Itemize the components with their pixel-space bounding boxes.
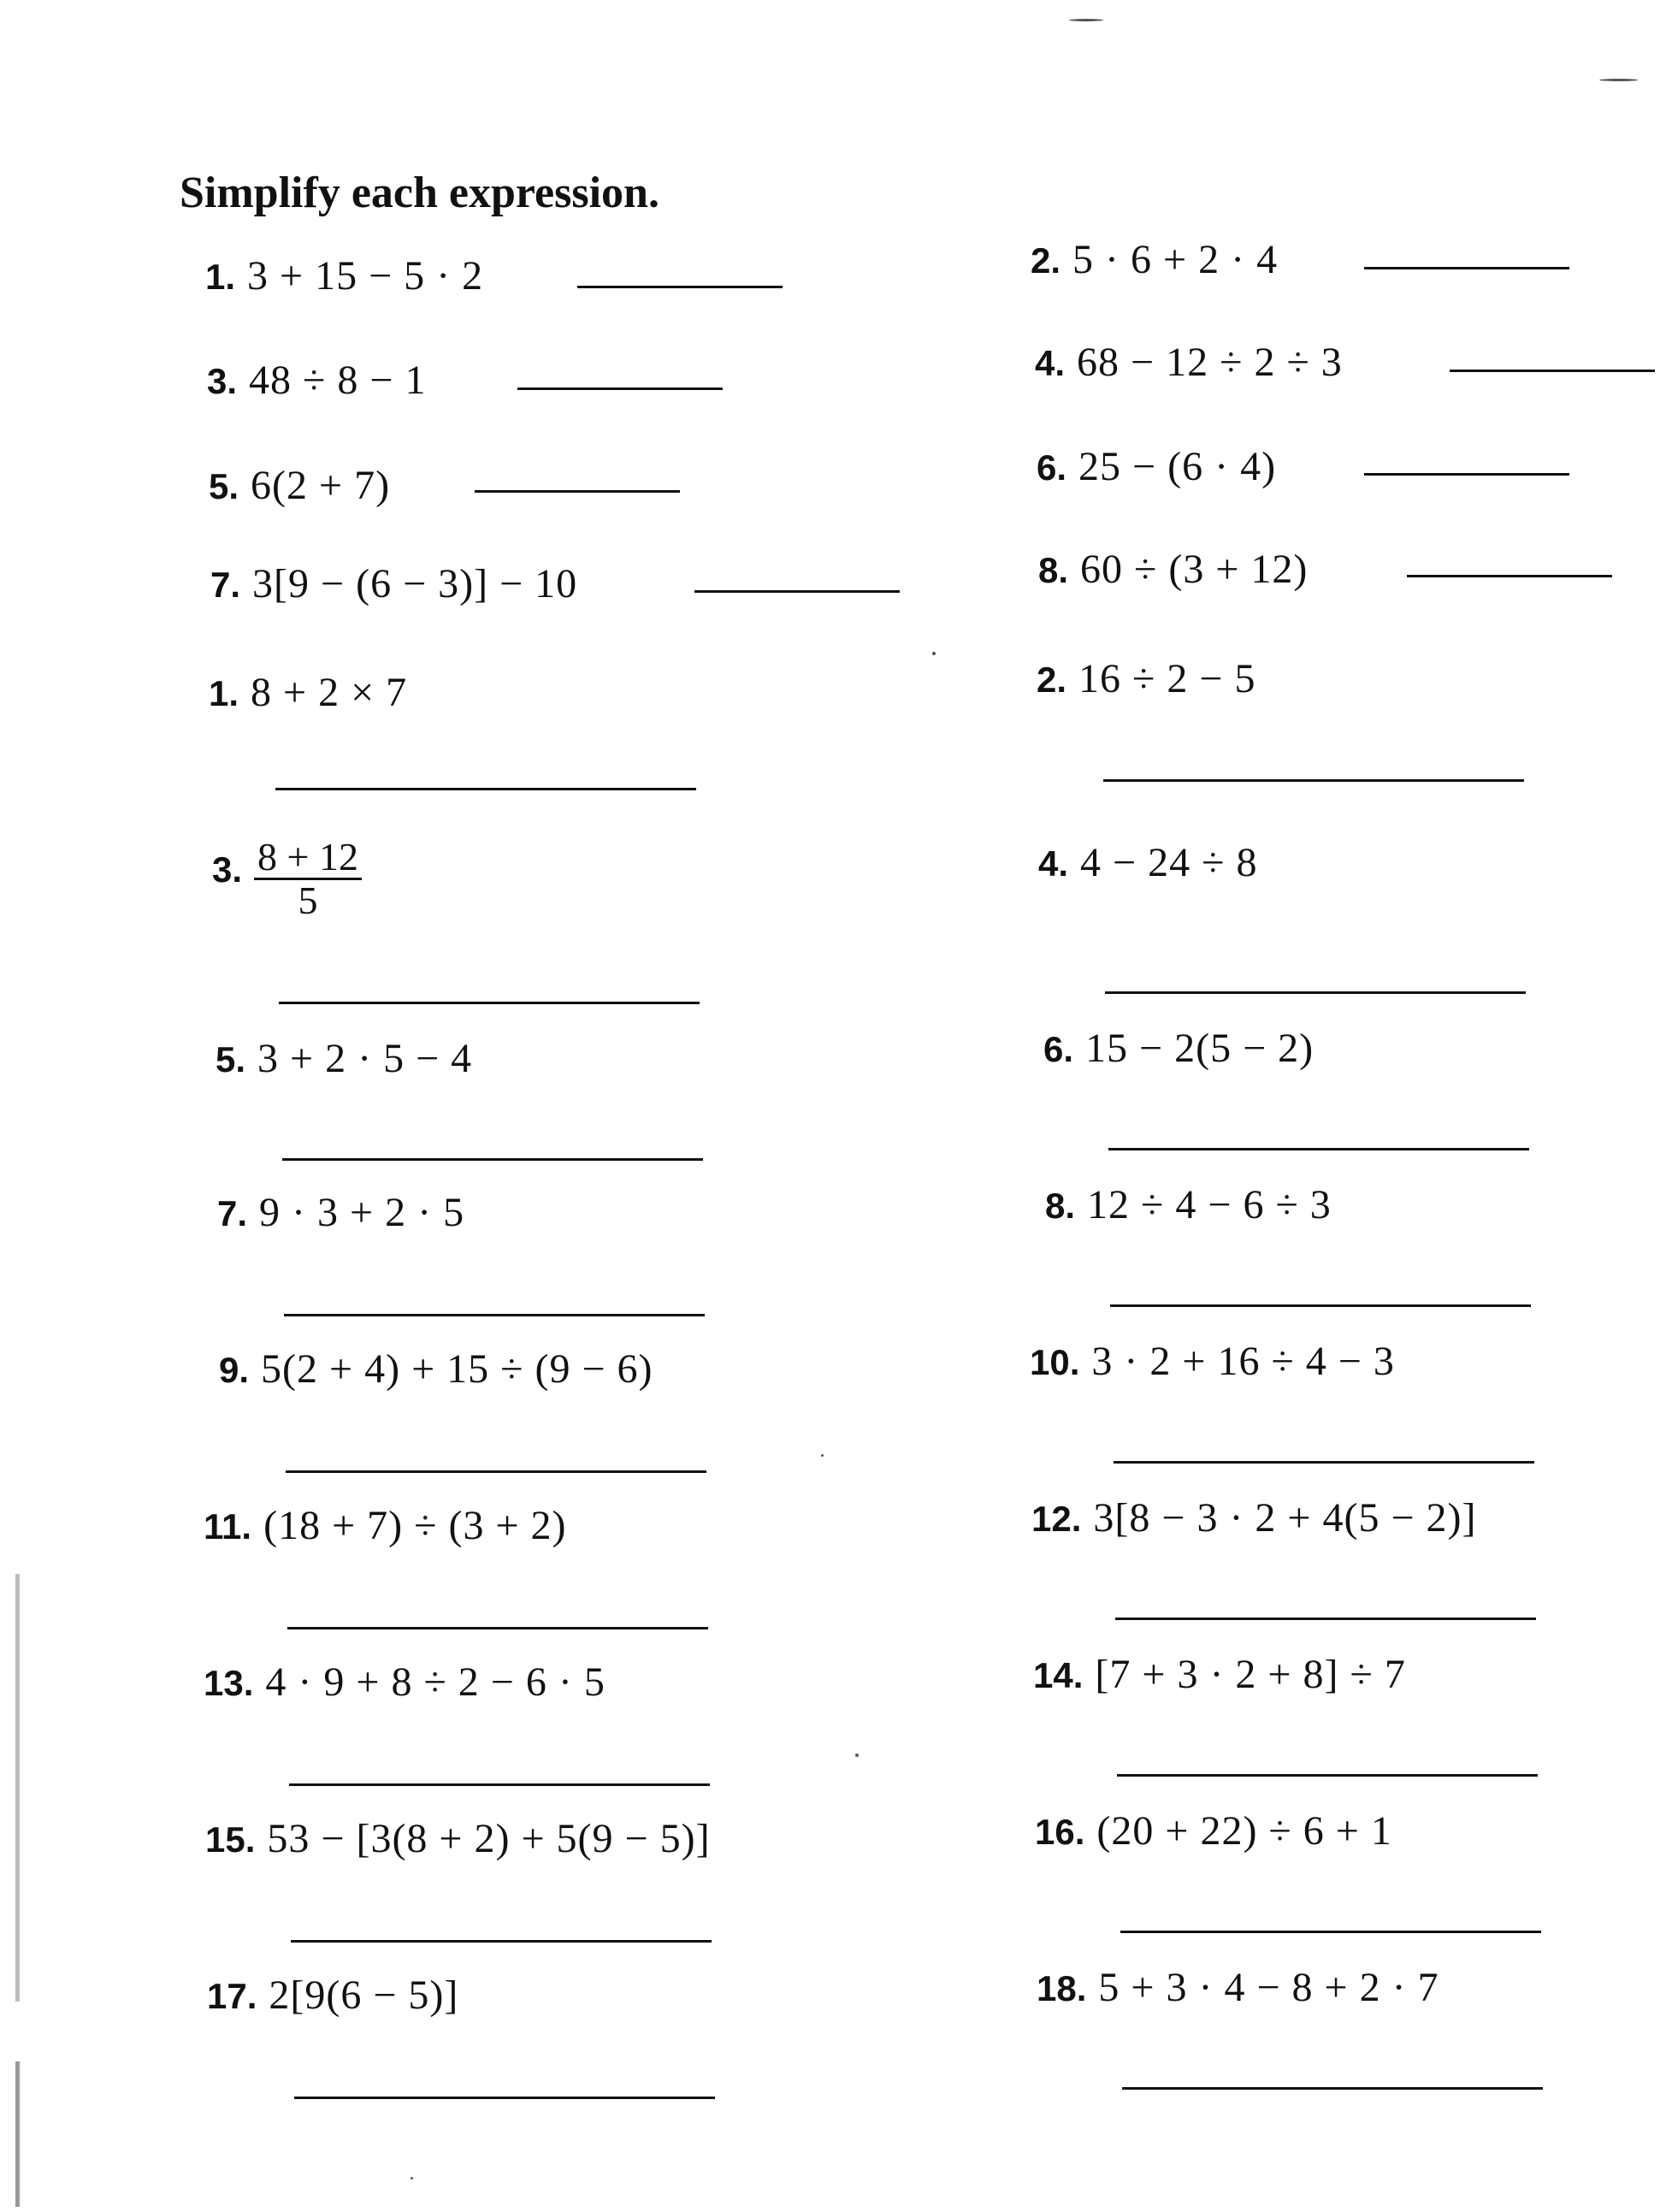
problem-expression: 4 · 9 + 8 ÷ 2 − 6 · 5: [265, 1659, 606, 1705]
problem-number: 8.: [1045, 1186, 1076, 1226]
scan-speck: [1069, 19, 1103, 21]
problem-number: 3.: [212, 849, 243, 890]
problem-expression: 68 − 12 ÷ 2 ÷ 3: [1077, 340, 1343, 385]
scan-speck: [411, 2177, 413, 2179]
problem-expression: 8 + 2 × 7: [251, 670, 408, 715]
problem-b15: [205, 1815, 711, 1862]
instruction-heading: Simplify each expression.: [180, 169, 659, 217]
problem-number: 5.: [209, 466, 239, 506]
problem-number: 7.: [210, 565, 241, 605]
problem-expression: [7 + 3 · 2 + 8] ÷ 7: [1095, 1652, 1406, 1697]
problem-expression: 3[8 − 3 · 2 + 4(5 − 2)]: [1093, 1495, 1477, 1541]
problem-expression: 3 · 2 + 16 ÷ 4 − 3: [1091, 1339, 1395, 1384]
problem-a1: [205, 252, 483, 299]
problem-number: 7.: [217, 1193, 248, 1233]
problem-number: 17.: [207, 1976, 257, 2016]
problem-a7: [210, 560, 577, 607]
scan-speck: [821, 1454, 824, 1457]
problem-b9: [219, 1346, 653, 1393]
answer-line-b8[interactable]: [1110, 1304, 1531, 1307]
problem-number: 6.: [1043, 1029, 1074, 1069]
answer-line-b7[interactable]: [284, 1314, 705, 1316]
problem-a2: [1031, 236, 1278, 283]
problem-b5: [216, 1035, 472, 1082]
problem-a3: [207, 357, 426, 404]
answer-line-b6[interactable]: [1108, 1148, 1529, 1150]
answer-line-b14[interactable]: [1117, 1774, 1538, 1777]
answer-line-b18[interactable]: [1122, 2087, 1543, 2090]
answer-line-a6[interactable]: [1364, 473, 1569, 476]
problem-number: 5.: [216, 1039, 246, 1079]
problem-number: 1.: [209, 673, 239, 713]
answer-line-b3[interactable]: [279, 1002, 700, 1004]
answer-line-b12[interactable]: [1115, 1618, 1536, 1620]
scan-edge-mark: [15, 2061, 20, 2207]
problem-expression: 25 − (6 · 4): [1078, 444, 1277, 489]
problem-b11: [204, 1502, 567, 1549]
problem-number: 15.: [205, 1819, 256, 1860]
answer-line-b5[interactable]: [282, 1158, 703, 1161]
problem-b13: [204, 1659, 606, 1706]
problem-b7: [217, 1189, 464, 1236]
problem-b10: [1030, 1338, 1395, 1385]
problem-b2: [1037, 655, 1255, 702]
problem-a6: [1037, 443, 1276, 490]
answer-line-b9[interactable]: [286, 1470, 706, 1473]
problem-expression: 60 ÷ (3 + 12): [1080, 547, 1309, 592]
problem-a5: [209, 462, 390, 509]
answer-line-a4[interactable]: [1450, 370, 1655, 372]
answer-line-a5[interactable]: [475, 490, 680, 493]
problem-expression: 9 · 3 + 2 · 5: [259, 1190, 465, 1235]
answer-line-b10[interactable]: [1114, 1461, 1534, 1464]
answer-line-b16[interactable]: [1120, 1931, 1541, 1933]
answer-line-b15[interactable]: [291, 1940, 712, 1943]
problem-a4: [1035, 339, 1343, 386]
problem-number: 8.: [1038, 550, 1069, 590]
answer-line-b2[interactable]: [1103, 779, 1524, 782]
problem-number: 6.: [1037, 447, 1067, 488]
answer-line-b13[interactable]: [289, 1783, 710, 1786]
problem-number: 16.: [1035, 1812, 1085, 1852]
problem-expression: 12 ÷ 4 − 6 ÷ 3: [1087, 1182, 1332, 1227]
problem-expression: 48 ÷ 8 − 1: [249, 358, 427, 403]
problem-number: 1.: [205, 257, 236, 297]
problem-number: 4.: [1038, 843, 1069, 884]
problem-b8: [1045, 1181, 1332, 1228]
fraction-numerator: 8 + 12: [254, 837, 362, 880]
problem-number: 11.: [204, 1506, 252, 1547]
problem-expression: 16 ÷ 2 − 5: [1078, 656, 1256, 701]
answer-line-b4[interactable]: [1105, 991, 1526, 994]
problem-expression: (20 + 22) ÷ 6 + 1: [1096, 1808, 1392, 1854]
fraction-expression: [254, 837, 362, 922]
problem-b17: [207, 1972, 458, 2019]
problem-b4: [1038, 839, 1257, 886]
problem-expression: 5(2 + 4) + 15 ÷ (9 − 6): [261, 1346, 653, 1392]
problem-expression: 2[9(6 − 5)]: [269, 1972, 459, 2018]
problem-expression: 15 − 2(5 − 2): [1085, 1026, 1315, 1071]
problem-expression: 5 · 6 + 2 · 4: [1072, 237, 1279, 282]
problem-number: 18.: [1037, 1968, 1087, 2008]
answer-line-a7[interactable]: [694, 590, 900, 593]
scan-speck: [855, 1754, 859, 1757]
answer-line-b11[interactable]: [287, 1627, 708, 1629]
problem-b18: [1037, 1964, 1439, 2011]
answer-line-b1[interactable]: [275, 788, 696, 790]
problem-expression: 53 − [3(8 + 2) + 5(9 − 5)]: [267, 1816, 711, 1861]
fraction-denominator: 5: [298, 878, 318, 923]
problem-number: 9.: [219, 1350, 250, 1390]
answer-line-a3[interactable]: [517, 387, 723, 390]
problem-expression: 5 + 3 · 4 − 8 + 2 · 7: [1098, 1965, 1439, 2010]
problem-number: 10.: [1030, 1342, 1080, 1382]
problem-number: 12.: [1031, 1499, 1082, 1539]
answer-line-a2[interactable]: [1364, 267, 1569, 269]
problem-number: 3.: [207, 361, 238, 401]
problem-number: 2.: [1037, 659, 1067, 700]
scan-speck: [1599, 79, 1638, 81]
problem-expression: 3 + 15 − 5 · 2: [247, 253, 484, 299]
answer-line-b17[interactable]: [294, 2097, 715, 2099]
problem-number: 2.: [1031, 240, 1061, 281]
problem-a8: [1038, 546, 1308, 593]
problem-expression: 3 + 2 · 5 − 4: [257, 1036, 473, 1081]
problem-number: 13.: [204, 1663, 254, 1703]
problem-expression: 6(2 + 7): [251, 463, 391, 508]
problem-b1: [209, 669, 407, 716]
answer-line-a8[interactable]: [1407, 575, 1612, 577]
problem-b3: [212, 837, 362, 922]
answer-line-a1[interactable]: [577, 286, 783, 288]
scan-edge-mark: [15, 1574, 20, 2002]
problem-expression: (18 + 7) ÷ (3 + 2): [263, 1503, 567, 1548]
problem-b12: [1031, 1494, 1477, 1541]
scan-speck: [932, 652, 936, 655]
problem-b16: [1035, 1807, 1392, 1854]
problem-expression: 4 − 24 ÷ 8: [1080, 840, 1258, 885]
problem-expression: 3[9 − (6 − 3)] − 10: [252, 561, 578, 606]
problem-number: 4.: [1035, 343, 1066, 383]
problem-b6: [1043, 1025, 1314, 1072]
problem-number: 14.: [1033, 1655, 1084, 1695]
problem-b14: [1033, 1651, 1406, 1698]
